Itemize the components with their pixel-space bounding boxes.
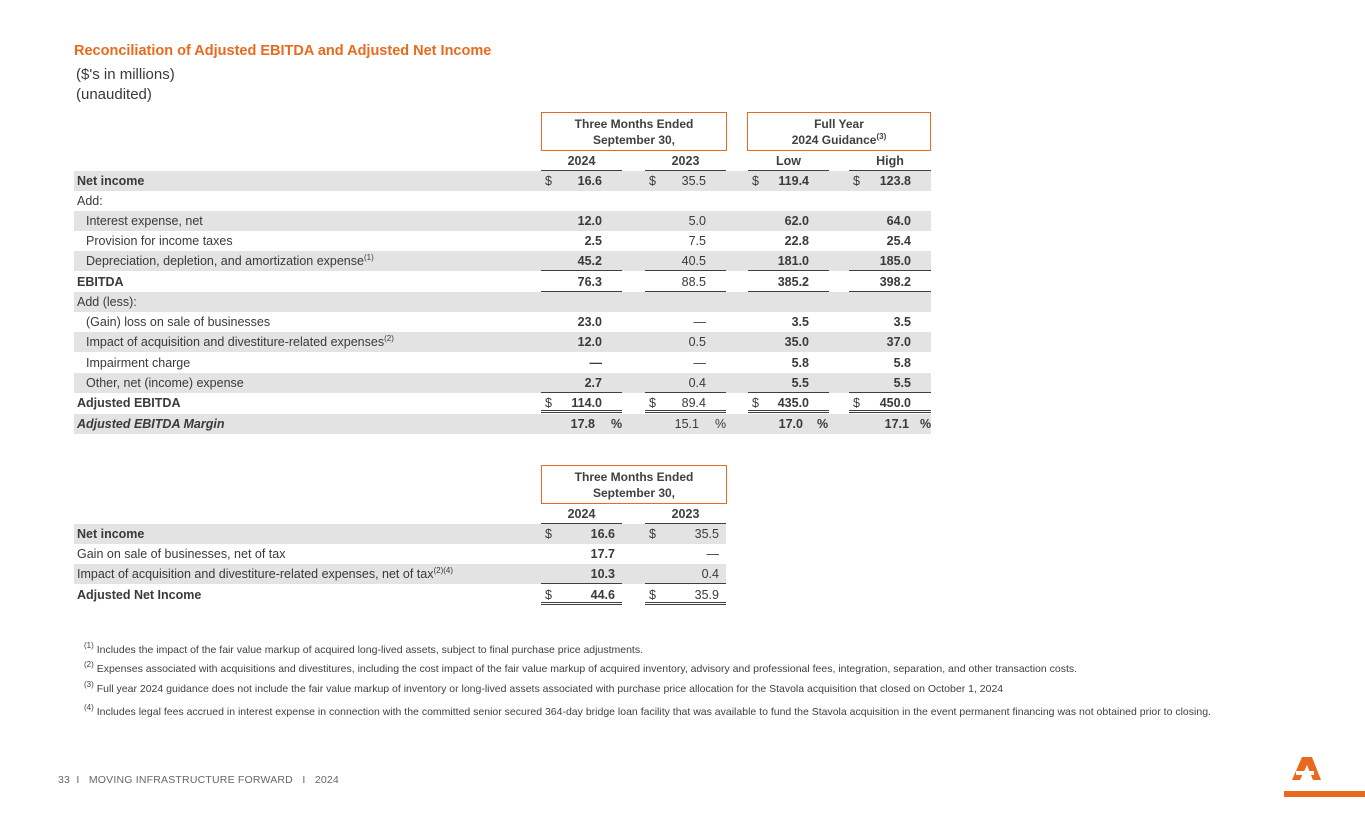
cell — [748, 171, 829, 191]
cell-value: 12.0 — [577, 335, 602, 349]
cell — [748, 373, 829, 393]
cell-value: 123.8 — [879, 174, 911, 188]
t1-group2-line1: Full Year — [814, 117, 864, 131]
footer-tagline: MOVING INFRASTRUCTURE FORWARD — [88, 774, 293, 786]
cell-value: 22.8 — [784, 234, 809, 248]
cell-value: 181.0 — [777, 254, 809, 268]
cell — [645, 312, 726, 332]
percent-sign: % — [817, 417, 829, 431]
footnote-text: Full year 2024 guidance does not include the fair value markup of inventory or long-lived assets associated with purchase price allocation for the Stavola acquisition that closed on October 1, 2024 — [96, 683, 1004, 695]
cell — [849, 353, 931, 373]
t2-col-2024: 2024 — [567, 507, 596, 521]
t1-group1-line2: September 30, — [592, 133, 676, 147]
t2-group1-line2: September 30, — [592, 486, 676, 500]
cell-value: 7.5 — [688, 234, 706, 248]
cell-value: 17.0 — [778, 417, 803, 431]
cell — [541, 585, 622, 605]
cell-value: 17.1 — [884, 417, 909, 431]
percent-sign: % — [920, 417, 932, 431]
cell-value: 64.0 — [886, 214, 911, 228]
footnote-mark: (1) — [84, 641, 94, 650]
cell — [541, 251, 622, 271]
cell-value: 16.6 — [590, 527, 615, 541]
cell-value: 35.0 — [784, 335, 809, 349]
t2-col-2023: 2023 — [671, 507, 700, 521]
cell — [645, 585, 726, 605]
cell-value: 88.5 — [681, 275, 706, 289]
t1-row-depreciation — [74, 251, 931, 271]
cell — [748, 353, 829, 373]
row-label: (Gain) loss on sale of businesses — [86, 315, 271, 329]
cell — [645, 373, 726, 393]
dollar-sign: $ — [545, 588, 552, 602]
footnote-mark: (4) — [84, 703, 94, 712]
t1-group-full-year — [747, 112, 931, 151]
dollar-sign: $ — [649, 174, 656, 188]
dollar-sign: $ — [853, 396, 860, 410]
cell-value: 5.0 — [688, 214, 706, 228]
t1-row-gain-loss — [74, 312, 931, 332]
cell-value: 35.5 — [694, 527, 719, 541]
row-label: Adjusted Net Income — [77, 588, 202, 602]
footnote-text: Includes the impact of the fair value markup of acquired long-lived assets, subject to final purchase price adjustments. — [96, 644, 643, 656]
dollar-sign: $ — [853, 174, 860, 188]
t1-row-acq-impact — [74, 332, 931, 352]
cell-value: 37.0 — [886, 335, 911, 349]
cell-value: 45.2 — [577, 254, 602, 268]
cell — [849, 312, 931, 332]
cell-value: 35.5 — [681, 174, 706, 188]
t2-row-adjusted-net-income — [74, 585, 726, 605]
footnote-4 — [84, 705, 1294, 720]
t1-row-add — [74, 191, 931, 211]
cell — [748, 211, 829, 231]
row-label: Interest expense, net — [86, 214, 203, 228]
t1-group2-sup: (3) — [876, 132, 887, 141]
cell — [645, 231, 726, 251]
cell-value: — — [589, 356, 602, 370]
page-footer — [58, 774, 339, 786]
cell — [645, 414, 726, 434]
cell-value: 2.5 — [584, 234, 602, 248]
t1-col-low: Low — [776, 154, 801, 168]
cell-value: 35.9 — [694, 588, 719, 602]
cell — [748, 393, 829, 413]
footnote-mark: (2) — [84, 660, 94, 669]
cell-value: 2.7 — [584, 376, 602, 390]
company-a-logo-icon — [1284, 756, 1365, 798]
cell — [541, 544, 622, 564]
row-label: Provision for income taxes — [86, 234, 233, 248]
cell — [645, 272, 726, 292]
t2-row-acq-impact — [74, 564, 726, 584]
cell — [541, 171, 622, 191]
cell-value: — — [693, 356, 706, 370]
t1-group2-line2-wrap — [748, 132, 930, 148]
cell — [748, 332, 829, 352]
t1-row-adjusted-ebitda — [74, 393, 931, 413]
cell — [645, 332, 726, 352]
cell — [849, 171, 931, 191]
t2-row-gain-sale — [74, 544, 726, 564]
t2-row-net-income — [74, 524, 726, 544]
cell-value: 119.4 — [778, 174, 809, 188]
t2-group-three-months — [541, 465, 727, 504]
t1-col-2024: 2024 — [567, 154, 596, 168]
t1-group-three-months — [541, 112, 727, 151]
row-label: EBITDA — [77, 275, 124, 289]
cell-value: 10.3 — [590, 567, 615, 581]
cell-value: 23.0 — [577, 315, 602, 329]
t1-row-provision — [74, 231, 931, 251]
cell-value: — — [693, 315, 706, 329]
dollar-sign: $ — [545, 527, 552, 541]
cell — [748, 414, 829, 434]
footnote-2 — [84, 662, 1294, 677]
cell — [748, 251, 829, 271]
dollar-sign: $ — [649, 588, 656, 602]
t1-row-net-income — [74, 171, 931, 191]
cell-value: 0.4 — [701, 567, 719, 581]
footnote-3 — [84, 682, 1294, 697]
cell — [645, 171, 726, 191]
cell — [645, 544, 726, 564]
cell — [849, 272, 931, 292]
row-label-wrap — [86, 332, 394, 352]
cell — [748, 312, 829, 332]
cell — [849, 211, 931, 231]
cell-value: 17.8 — [570, 417, 595, 431]
footnote-mark: (3) — [84, 680, 94, 689]
row-label: Add (less): — [77, 295, 137, 309]
cell — [541, 564, 622, 584]
cell-value: 12.0 — [577, 214, 602, 228]
row-label: Adjusted EBITDA Margin — [77, 417, 225, 431]
t1-row-add-less — [74, 292, 931, 312]
cell-value: 25.4 — [886, 234, 911, 248]
row-label: Impact of acquisition and divestiture-related expenses, net of tax — [77, 567, 434, 581]
footnote-ref: (1) — [363, 253, 374, 262]
cell — [541, 373, 622, 393]
cell-value: 40.5 — [681, 254, 706, 268]
cell-value: 15.1 — [674, 417, 699, 431]
row-label: Depreciation, depletion, and amortization expense — [86, 254, 364, 268]
row-label-wrap — [77, 564, 453, 584]
cell-value: 3.5 — [791, 315, 809, 329]
cell-value: — — [706, 547, 719, 561]
page-title: Reconciliation of Adjusted EBITDA and Adjusted Net Income — [74, 43, 492, 59]
cell-value: 435.0 — [777, 396, 809, 410]
cell — [645, 393, 726, 413]
cell — [645, 251, 726, 271]
t1-group1-line1: Three Months Ended — [574, 117, 694, 131]
dollar-sign: $ — [752, 174, 759, 188]
cell — [849, 414, 931, 434]
percent-sign: % — [715, 417, 727, 431]
cell-value: 0.4 — [688, 376, 706, 390]
cell — [541, 231, 622, 251]
row-label: Impact of acquisition and divestiture-related expenses — [86, 335, 385, 349]
row-label: Add: — [77, 194, 103, 208]
cell — [541, 353, 622, 373]
row-label: Net income — [77, 527, 145, 541]
cell-value: 17.7 — [590, 547, 615, 561]
footnote-1 — [84, 643, 1294, 658]
cell — [541, 211, 622, 231]
cell-value: 185.0 — [879, 254, 911, 268]
cell-value: 16.6 — [577, 174, 602, 188]
row-label: Net income — [77, 174, 145, 188]
cell-value: 450.0 — [879, 396, 911, 410]
cell-value: 5.5 — [791, 376, 809, 390]
cell — [541, 393, 622, 413]
cell-value: 3.5 — [893, 315, 911, 329]
cell — [541, 332, 622, 352]
footnote-ref: (2) — [384, 334, 394, 343]
cell — [849, 332, 931, 352]
t1-row-ebitda — [74, 272, 931, 292]
t1-row-impairment — [74, 353, 931, 373]
t1-row-other — [74, 373, 931, 393]
cell — [849, 373, 931, 393]
t1-col-high: High — [876, 154, 904, 168]
cell — [849, 393, 931, 413]
cell-value: 5.8 — [893, 356, 911, 370]
dollar-sign: $ — [545, 396, 552, 410]
t2-group1-line1: Three Months Ended — [574, 470, 694, 484]
cell-value: 5.5 — [893, 376, 911, 390]
footnote-text: Includes legal fees accrued in interest expense in connection with the committed senior secured 364-day bridge loan facility that was available to fund the Stavola acquisition in the event permanent financing was not obtained prior to closing. — [96, 706, 1211, 718]
row-label: Adjusted EBITDA — [77, 396, 181, 410]
cell — [645, 564, 726, 584]
cell — [541, 524, 622, 544]
footnote-ref: (2)(4) — [433, 566, 454, 575]
t1-row-interest — [74, 211, 931, 231]
units-note: ($'s in millions) — [76, 66, 175, 83]
cell-value: 89.4 — [681, 396, 706, 410]
cell — [849, 251, 931, 271]
row-label: Gain on sale of businesses, net of tax — [77, 547, 286, 561]
page-number: 33 — [58, 774, 71, 786]
t1-col-2023: 2023 — [671, 154, 700, 168]
cell — [541, 312, 622, 332]
cell — [645, 524, 726, 544]
footnote-text: Expenses associated with acquisitions and divestitures, including the cost impact of the fair value markup of acquired inventory, advisory and professional fees, integration, separation, and other transaction costs. — [96, 663, 1078, 675]
t1-group2-line2: 2024 Guidance — [791, 133, 877, 147]
row-label: Other, net (income) expense — [86, 376, 244, 390]
cell — [748, 231, 829, 251]
cell-value: 44.6 — [590, 588, 615, 602]
cell — [645, 211, 726, 231]
row-label: Impairment charge — [86, 356, 191, 370]
dollar-sign: $ — [649, 396, 656, 410]
cell-value: 385.2 — [777, 275, 809, 289]
cell-value: 114.0 — [571, 396, 602, 410]
percent-sign: % — [611, 417, 623, 431]
dollar-sign: $ — [545, 174, 552, 188]
cell-value: 0.5 — [688, 335, 706, 349]
cell — [541, 414, 622, 434]
cell-value: 62.0 — [784, 214, 809, 228]
footer-separator: I — [76, 774, 80, 786]
cell — [849, 231, 931, 251]
footer-separator: I — [302, 774, 306, 786]
row-label-wrap — [86, 251, 374, 271]
cell-value: 76.3 — [577, 275, 602, 289]
cell-value: 398.2 — [879, 275, 911, 289]
cell — [748, 272, 829, 292]
footer-year: 2024 — [314, 774, 339, 786]
dollar-sign: $ — [752, 396, 759, 410]
cell — [541, 272, 622, 292]
cell — [645, 353, 726, 373]
unaudited-note: (unaudited) — [76, 86, 152, 103]
cell-value: 5.8 — [791, 356, 809, 370]
t1-row-margin — [74, 414, 931, 434]
dollar-sign: $ — [649, 527, 656, 541]
